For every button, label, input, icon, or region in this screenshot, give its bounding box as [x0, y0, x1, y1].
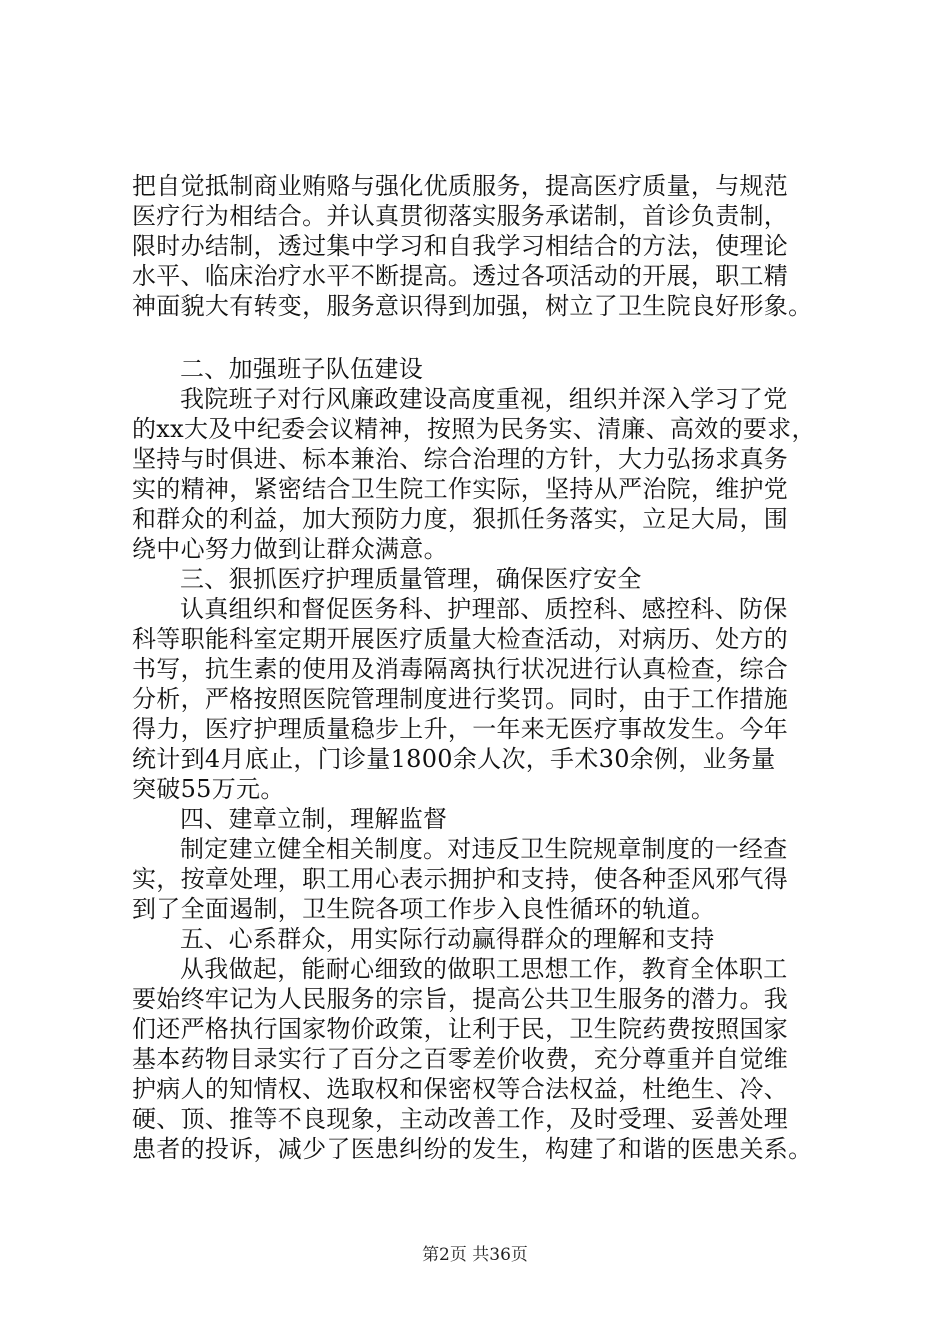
paragraph-line: 统计到4月底止，门诊量1800余人次，手术30余例，业务量: [132, 745, 776, 773]
paragraph-line: 得力，医疗护理质量稳步上升，一年来无医疗事故发生。今年: [132, 715, 789, 743]
paragraph-line: 实，按章处理，职工用心表示拥护和支持，使各种歪风邪气得: [132, 865, 789, 893]
paragraph-line: 书写，抗生素的使用及消毒隔离执行状况进行认真检查，综合: [132, 655, 789, 683]
paragraph-line: 基本药物目录实行了百分之百零差价收费，充分尊重并自觉维: [132, 1045, 789, 1073]
paragraph-line: 从我做起，能耐心细致的做职工思想工作，教育全体职工: [180, 955, 788, 983]
section-heading-3: 三、狠抓医疗护理质量管理，确保医疗安全: [180, 565, 642, 593]
paragraph-line: 和群众的利益，加大预防力度，狠抓任务落实，立足大局，围: [132, 505, 789, 533]
paragraph-line: 把自觉抵制商业贿赂与强化优质服务，提高医疗质量，与规范: [132, 172, 789, 200]
paragraph-line: 硬、顶、推等不良现象，主动改善工作，及时受理、妥善处理: [132, 1105, 789, 1133]
document-body: [132, 171, 852, 1164]
paragraph-line: 要始终牢记为人民服务的宗旨，提高公共卫生服务的潜力。我: [132, 985, 789, 1013]
paragraph-line: 水平、临床治疗水平不断提高。透过各项活动的开展，职工精: [132, 262, 789, 290]
paragraph-line: 患者的投诉，减少了医患纠纷的发生，构建了和谐的医患关系。: [132, 1135, 813, 1163]
section-heading-2: 二、加强班子队伍建设: [180, 355, 423, 383]
paragraph-line: 实的精神，紧密结合卫生院工作实际，坚持从严治院，维护党: [132, 475, 789, 503]
paragraph-line: 制定建立健全相关制度。对违反卫生院规章制度的一经查: [180, 835, 788, 863]
paragraph-line: 到了全面遏制，卫生院各项工作步入良性循环的轨道。: [132, 895, 716, 923]
paragraph-gap: [132, 321, 852, 354]
paragraph-line: 我院班子对行风廉政建设高度重视，组织并深入学习了党: [180, 385, 788, 413]
paragraph-line: 护病人的知情权、选取权和保密权等合法权益，杜绝生、冷、: [132, 1075, 789, 1103]
paragraph-line: 绕中心努力做到让群众满意。: [132, 535, 448, 563]
paragraph-line: 限时办结制，透过集中学习和自我学习相结合的方法，使理论: [132, 232, 789, 260]
paragraph-line: 认真组织和督促医务科、护理部、质控科、感控科、防保: [180, 595, 788, 623]
paragraph-line: 们还严格执行国家物价政策，让利于民，卫生院药费按照国家: [132, 1015, 789, 1043]
paragraph-line: 的xx大及中纪委会议精神，按照为民务实、清廉、高效的要求，: [132, 415, 816, 443]
section-heading-4: 四、建章立制，理解监督: [180, 805, 448, 833]
page-number-footer: 第2页 共36页: [422, 1245, 528, 1265]
paragraph-line: 科等职能科室定期开展医疗质量大检查活动，对病历、处方的: [132, 625, 789, 653]
paragraph-line: 神面貌大有转变，服务意识得到加强，树立了卫生院良好形象。: [132, 292, 813, 320]
paragraph-line: 坚持与时俱进、标本兼治、综合治理的方针，大力弘扬求真务: [132, 445, 789, 473]
paragraph-line: 分析，严格按照医院管理制度进行奖罚。同时，由于工作措施: [132, 685, 789, 713]
paragraph-line: 医疗行为相结合。并认真贯彻落实服务承诺制，首诊负责制，: [132, 202, 789, 230]
section-heading-5: 五、心系群众，用实际行动赢得群众的理解和支持: [180, 925, 715, 953]
paragraph-line: 突破55万元。: [132, 775, 285, 803]
